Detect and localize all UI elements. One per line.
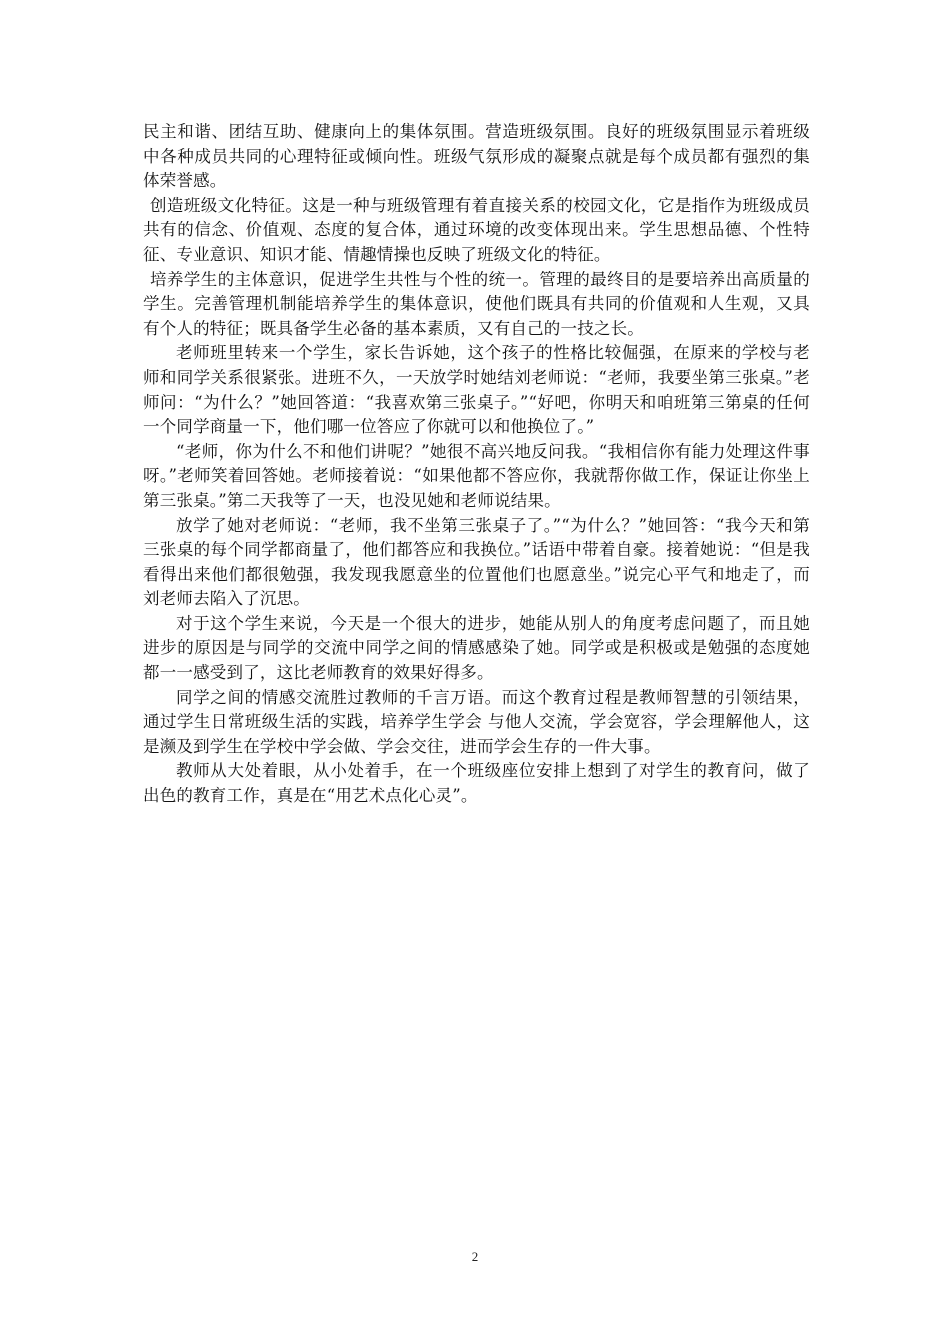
paragraph-student-progress: 对于这个学生来说，今天是一个很大的进步，她能从别人的角度考虑问题了，而且她进步的原因是与同学的交流中同学之间的情感感染了她。同学或是积极或是勉强的态度她都一一感受到了，这比老师教育的效果好得多。	[143, 613, 810, 683]
paragraph-class-culture: 创造班级文化特征。这是一种与班级管理有着直接关系的校园文化，它是指作为班级成员共有的信念、价值观、态度的复合体，通过环境的改变体现出来。学生思想品德、个性特征、专业意识、知识才能、情趣情操也反映了班级文化的特征。	[143, 195, 810, 264]
paragraph-new-student-story: 老师班里转来一个学生，家长告诉她，这个孩子的性格比较倔强，在原来的学校与老师和同学关系很紧张。进班不久，一天放学时她结刘老师说：“老师，我要坐第三张桌。”老师问：“为什么？”她回答道：“我喜欢第三张桌子。”“好吧，你明天和咱班第三第桌的任何一个同学商量一下，他们哪一位答应了你就可以和他换位了。”	[143, 343, 810, 437]
document-body	[143, 120, 810, 809]
paragraph-class-atmosphere: 民主和谐、团结互助、健康向上的集体氛围。营造班级氛围。良好的班级氛围显示着班级中各种成员共同的心理特征或倾向性。班级气氛形成的凝聚点就是每个成员都有强烈的集体荣誉感。	[143, 122, 810, 191]
page-number: 2	[471, 1249, 479, 1264]
paragraph-student-subjectivity: 培养学生的主体意识，促进学生共性与个性的统一。管理的最终目的是要培养出高质量的学生。完善管理机制能培养学生的集体意识，使他们既具有共同的价值观和人生观，又具有个人的特征；既具备学生必备的基本素质，又有自己的一技之长。	[143, 269, 810, 338]
paragraph-teacher-dialogue: “老师，你为什么不和他们讲呢？”她很不高兴地反问我。“我相信你有能力处理这件事呀。”老师笑着回答她。老师接着说：“如果他都不答应你，我就帮你做工作，保证让你坐上第三张桌。”第二天我等了一天，也没见她和老师说结果。	[143, 441, 810, 510]
paragraph-after-school: 放学了她对老师说：“老师，我不坐第三张桌子了。”“为什么？”她回答：“我今天和第三张桌的每个同学都商量了，他们都答应和我换位。”话语中带着自豪。接着她说：“但是我看得出来他们都很勉强，我发现我愿意坐的位置他们也愿意坐。”说完心平气和地走了，而刘老师去陷入了沉思。	[143, 515, 810, 609]
paragraph-conclusion: 教师从大处着眼，从小处着手，在一个班级座位安排上想到了对学生的教育问，做了出色的教育工作，真是在“用艺术点化心灵”。	[143, 761, 810, 806]
paragraph-emotional-exchange: 同学之间的情感交流胜过教师的千言万语。而这个教育过程是教师智慧的引领结果，通过学生日常班级生活的实践，培养学生学会 与他人交流，学会宽容，学会理解他人，这是濒及到学生在学校中学会做、学会交往，进而学会生存的一件大事。	[143, 687, 810, 756]
